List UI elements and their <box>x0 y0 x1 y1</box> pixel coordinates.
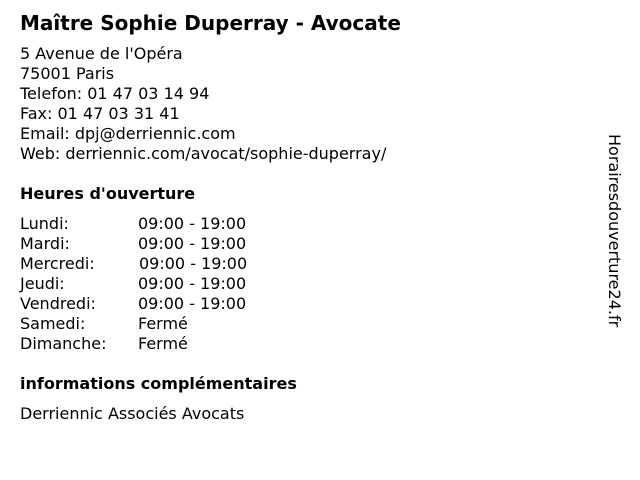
day-label: Dimanche: <box>20 334 107 353</box>
day-hours: 09:00 - 19:00 <box>139 254 248 273</box>
day-hours: 09:00 - 19:00 <box>138 294 247 313</box>
additional-info-heading: informations complémentaires <box>20 374 297 393</box>
hours-row-sunday <box>20 334 320 354</box>
opening-hours-heading: Heures d'ouverture <box>20 184 196 203</box>
hours-row-monday <box>20 214 320 234</box>
day-label: Lundi: <box>20 214 69 233</box>
site-watermark: Horairesdouverture24.fr <box>605 134 624 328</box>
day-hours: Fermé <box>138 314 188 333</box>
hours-row-wednesday <box>20 254 320 274</box>
city: 75001 Paris <box>20 64 115 83</box>
contact-block <box>20 44 386 164</box>
day-label: Vendredi: <box>20 294 96 313</box>
hours-row-tuesday <box>20 234 320 254</box>
day-label: Mardi: <box>20 234 70 253</box>
page-title: Maître Sophie Duperray - Avocate <box>20 11 401 35</box>
phone-number: Telefon: 01 47 03 14 94 <box>20 84 210 103</box>
street-address: 5 Avenue de l'Opéra <box>20 44 183 63</box>
day-label: Mercredi: <box>20 254 95 273</box>
hours-row-friday <box>20 294 320 314</box>
hours-row-saturday <box>20 314 320 334</box>
fax-number: Fax: 01 47 03 31 41 <box>20 104 180 123</box>
hours-row-thursday <box>20 274 320 294</box>
day-hours: 09:00 - 19:00 <box>138 214 247 233</box>
day-label: Samedi: <box>20 314 86 333</box>
day-hours: 09:00 - 19:00 <box>138 234 247 253</box>
additional-info-text: Derriennic Associés Avocats <box>20 404 245 423</box>
day-hours: Fermé <box>138 334 188 353</box>
day-hours: 09:00 - 19:00 <box>138 274 247 293</box>
opening-hours-table <box>20 214 320 354</box>
day-label: Jeudi: <box>20 274 65 293</box>
email-address: Email: dpj@derriennic.com <box>20 124 236 143</box>
website: Web: derriennic.com/avocat/sophie-duperray/ <box>20 144 387 163</box>
